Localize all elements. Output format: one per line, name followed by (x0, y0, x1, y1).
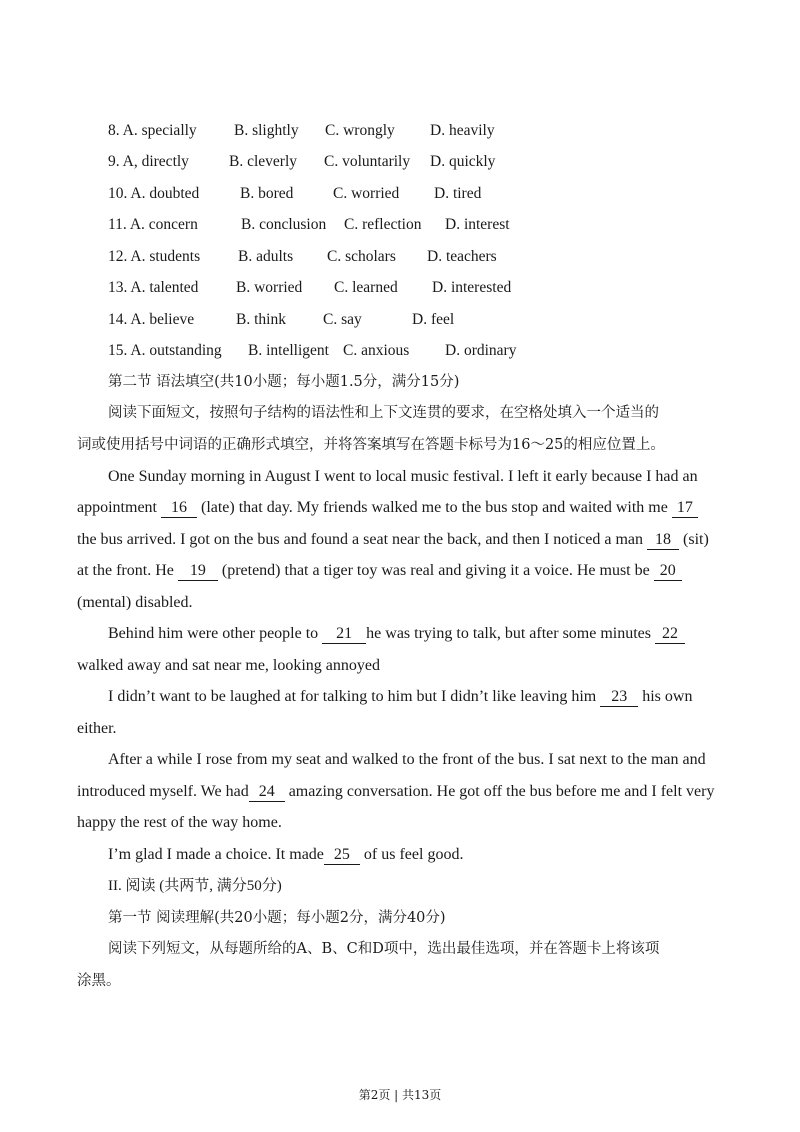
q15-option-d: D. ordinary (445, 342, 517, 359)
q9-option-c: C. voluntarily (324, 153, 411, 170)
q11-option-b: B. conclusion (241, 216, 327, 233)
passage-line-5: (mental) disabled. (77, 594, 193, 611)
passage-line-6 (108, 622, 685, 646)
q11-option-c: C. reflection (344, 216, 422, 233)
q10-option-d: D. tired (434, 185, 482, 202)
q12-option-c: C. scholars (327, 248, 396, 265)
q13-option-a: 13. A. talented (108, 279, 199, 296)
blank-20: 20 (654, 562, 682, 581)
passage-line-7: walked away and sat near me, looking annoyed (77, 657, 381, 674)
q8-option-d: D. heavily (430, 122, 495, 139)
part-2-heading: II. 阅读 (共两节, 满分50分) (108, 878, 282, 894)
blank-16: 16 (161, 499, 197, 518)
blank-18: 18 (647, 531, 679, 550)
blank-17: 17 (672, 499, 698, 518)
passage-text: appointment (77, 499, 161, 516)
passage-text: amazing conversation. He got off the bus before me and I felt very (284, 783, 715, 800)
passage-text: of us feel good. (359, 846, 464, 863)
passage-line-4 (77, 559, 682, 583)
passage-line-2 (77, 496, 698, 520)
blank-25: 25 (324, 846, 360, 865)
q15-option-a: 15. A. outstanding (108, 342, 222, 359)
section-2-instruction-line2: 词或使用括号中词语的正确形式填空，并将答案填写在答题卡标号为16～25的相应位置上。 (77, 437, 665, 453)
q10-option-a: 10. A. doubted (108, 185, 200, 202)
passage-line-12: happy the rest of the way home. (77, 814, 282, 831)
part-2-instruction-line1: 阅读下列短文，从每题所给的A、B、C和D项中，选出最佳选项，并在答题卡上将该项 (108, 941, 660, 957)
part-2-instruction-line2: 涂黑。 (77, 973, 121, 989)
q13-option-c: C. learned (334, 279, 398, 296)
passage-text: (sit) (679, 531, 709, 548)
section-2-instruction-line1: 阅读下面短文，按照句子结构的语法性和上下文连贯的要求，在空格处填入一个适当的 (108, 405, 659, 421)
passage-line-10: After a while I rose from my seat and walked to the front of the bus. I sat next to the man and (108, 751, 706, 768)
passage-line-8 (108, 685, 692, 709)
q8-option-c: C. wrongly (325, 122, 395, 139)
passage-line-13 (108, 843, 463, 867)
passage-line-9: either. (77, 720, 117, 737)
passage-text: I’m glad I made a choice. It made (108, 846, 324, 863)
q13-option-b: B. worried (236, 279, 303, 296)
q12-option-a: 12. A. students (108, 248, 201, 265)
q14-option-c: C. say (323, 311, 362, 328)
blank-22: 22 (655, 625, 685, 644)
q11-option-a: 11. A. concern (108, 216, 198, 233)
passage-text: the bus arrived. I got on the bus and found a seat near the back, and then I noticed a man (77, 531, 648, 548)
q15-option-b: B. intelligent (248, 342, 329, 359)
blank-19: 19 (178, 562, 218, 581)
part-2-section-1-heading: 第一节 阅读理解(共20小题；每小题2分，满分40分) (108, 910, 446, 926)
blank-23: 23 (600, 688, 638, 707)
q11-option-d: D. interest (445, 216, 510, 233)
passage-text: at the front. He (77, 562, 178, 579)
q15-option-c: C. anxious (343, 342, 410, 359)
q10-option-b: B. bored (240, 185, 294, 202)
blank-24: 24 (249, 783, 285, 802)
page-footer: 第2页 | 共13页 (358, 1088, 442, 1102)
q10-option-c: C. worried (333, 185, 400, 202)
q9-option-a: 9. A, directly (108, 153, 189, 170)
q14-option-a: 14. A. believe (108, 311, 195, 328)
q14-option-d: D. feel (412, 311, 455, 328)
passage-text: (late) that day. My friends walked me to the bus stop and waited with me (196, 499, 672, 516)
q12-option-d: D. teachers (427, 248, 497, 265)
section-2-heading: 第二节 语法填空(共10小题；每小题1.5分，满分15分) (108, 374, 460, 390)
blank-21: 21 (322, 625, 366, 644)
passage-text: he was trying to talk, but after some minutes (366, 625, 655, 642)
q9-option-b: B. cleverly (229, 153, 298, 170)
q14-option-b: B. think (236, 311, 286, 328)
q8-option-a: 8. A. specially (108, 122, 197, 139)
passage-text: his own (638, 688, 693, 705)
q12-option-b: B. adults (238, 248, 294, 265)
passage-line-1: One Sunday morning in August I went to local music festival. I left it early because I had an (108, 468, 698, 485)
passage-line-3 (77, 528, 709, 552)
passage-text: I didn’t want to be laughed at for talking to him but I didn’t like leaving him (108, 688, 601, 705)
q13-option-d: D. interested (432, 279, 512, 296)
passage-text: (pretend) that a tiger toy was real and giving it a voice. He must be (217, 562, 654, 579)
q9-option-d: D. quickly (430, 153, 496, 170)
passage-text: Behind him were other people to (108, 625, 323, 642)
passage-line-11 (77, 780, 714, 804)
q8-option-b: B. slightly (234, 122, 299, 139)
passage-text: introduced myself. We had (77, 783, 249, 800)
